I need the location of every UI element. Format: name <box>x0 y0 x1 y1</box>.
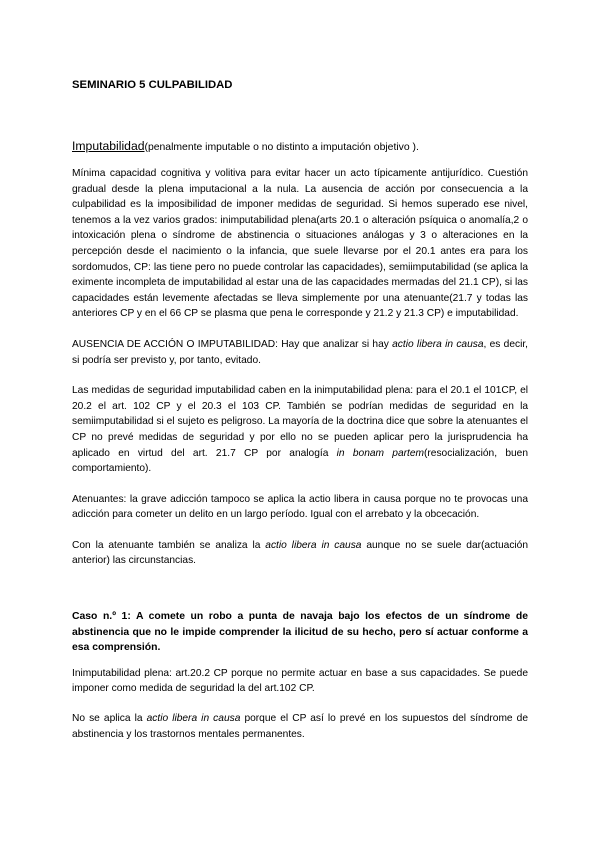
p7-emphasis: actio libera in causa <box>146 713 241 725</box>
p5-emphasis: actio libera in causa <box>265 539 362 551</box>
section-heading <box>72 139 528 155</box>
paragraph-case-answer-2 <box>72 711 528 742</box>
case-title: Caso n.º 1: A comete un robo a punta de navaja bajo los efectos de un síndrome de abstinencia que no le impide comprender la ilicitud de su hecho, pero sí actuar conforme a esa comprensión. <box>72 611 528 654</box>
document-title: SEMINARIO 5 CULPABILIDAD <box>72 79 233 91</box>
p2-text-a: AUSENCIA DE ACCIÓN O IMPUTABILIDAD: Hay que analizar si hay <box>72 338 393 350</box>
paragraph-atenuantes: Atenuantes: la grave adicción tampoco se aplica la actio libera in causa porque no te provocas una adicción para cometer un delito en un largo período. Igual con el arrebato y la obcecación. <box>72 493 528 521</box>
paragraph-imputabilidad: Mínima capacidad cognitiva y volitiva para evitar hacer un acto típicamente antijurídico. Cuestión gradual desde la plena imputacional a la nula. La ausencia de acción por consecuencia a la culpabilidad es la imposibilidad de imponer medidas de seguridad. Si hemos superado ese nivel, tenemos a la vez varios grados: inimputabilidad plena(arts 20.1 o alteración psíquica o anomalía,2 o intoxicación plena o síndrome de abstinencia o situaciones análogas y 3 o alteraciones en la percepción desde el nacimiento o la infancia, que suele llevarse por el 20.1 antes era para los sordomudos, CP: las tiene pero no puede controlar las capacidades), semiimputabilidad (se aplica la eximente incompleta de imputabilidad al estar una de las capacidades mermadas del 21.1 CP), si las capacidades están levemente afectadas se lleva simplemente por una atenuante(21.7 y todas las anteriores CP y en el 66 CP se plasma que pena le corresponde y 21.2 y 21.3 CP) e imputabilidad. <box>72 168 528 320</box>
paragraph-case-answer-1: Inimputabilidad plena: art.20.2 CP porque no permite actuar en base a sus capacidades. Se puede imponer como medida de seguridad la del art.102 CP. <box>72 667 528 695</box>
heading-note: (penalmente imputable o no distinto a imputación objetivo ). <box>144 142 419 153</box>
paragraph-atenuante-analisis <box>72 538 528 569</box>
p7-text-a: No se aplica la <box>72 713 147 725</box>
p5-text-a: Con la atenuante también se analiza la <box>72 539 266 551</box>
paragraph-medidas-seguridad <box>72 383 528 477</box>
p3-emphasis: in bonam partem <box>336 447 425 459</box>
paragraph-ausencia-accion <box>72 337 528 368</box>
p7-text-b: porque el CP así lo prevé en los supuestos del síndrome de abstinencia y los trastornos mentales permanentes. <box>72 713 529 740</box>
p3-text-b: (resocialización, buen comportamiento). <box>72 447 528 475</box>
p5-text-b: aunque no se suele dar(actuación anterior) las circunstancias. <box>72 539 529 567</box>
heading-term: Imputabilidad <box>72 139 145 153</box>
p3-text-a: Las medidas de seguridad imputabilidad caben en la inimputabilidad plena: para el 20.1 el 101CP, el 20.2 el art. 102 CP y el 20.3 el 103 CP. También se podrían medidas de seguridad en la semiimputabilidad si el sujeto es peligroso. La mayoría de la doctrina dice que sobre la atenuantes el CP no prevé medidas de seguridad y por ello no se pueden aplicar pero la jurisprudencia ha aplicado en virtud del art. 21.7 CP por analogía <box>72 385 528 459</box>
document-page <box>72 78 528 742</box>
p2-emphasis: actio libera in causa <box>392 338 484 350</box>
p2-text-b: , es decir, si podría ser previsto y, por tanto, evitado. <box>72 338 528 366</box>
